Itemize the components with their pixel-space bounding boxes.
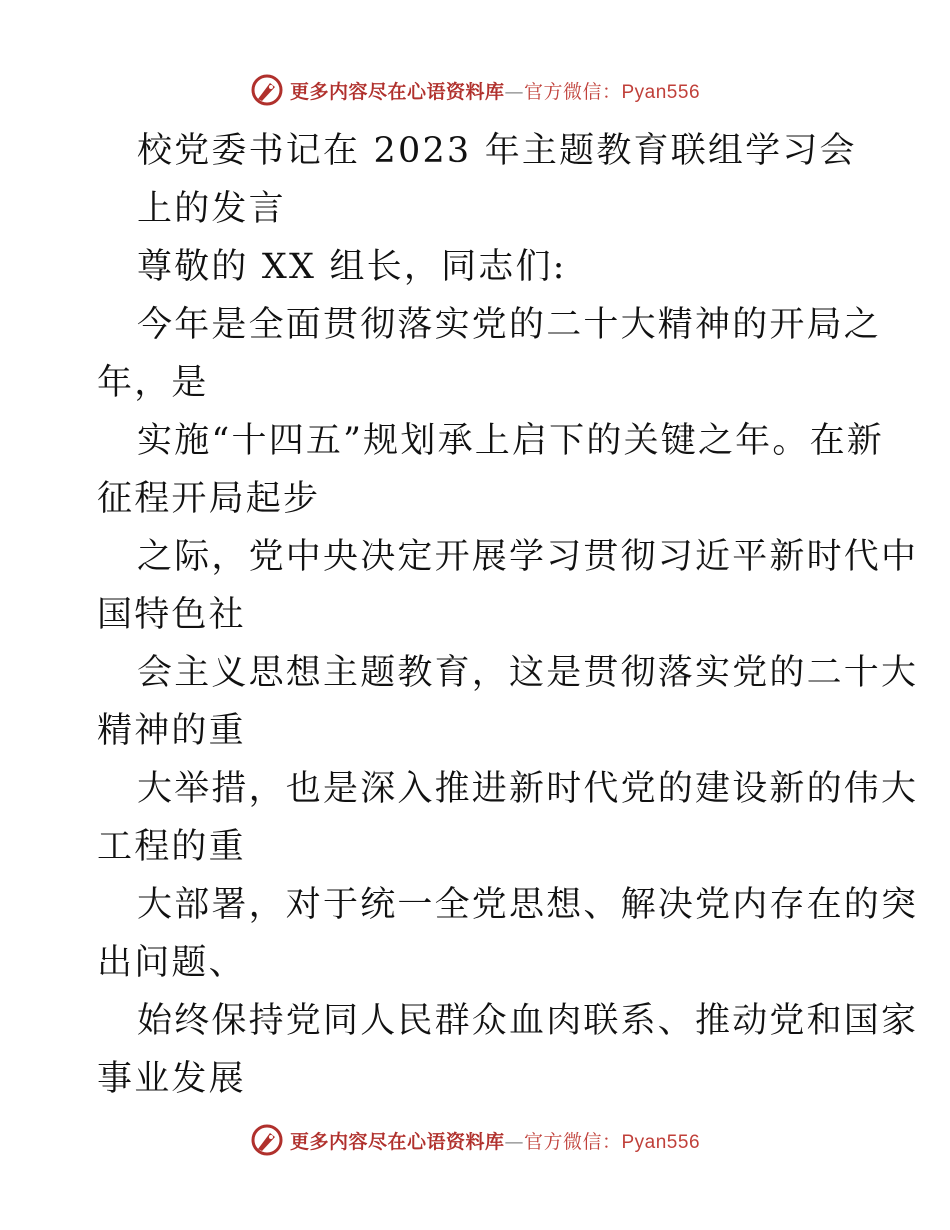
paragraph-line: 精神的重 bbox=[97, 711, 246, 751]
banner-contact-text: 官方微信：Pyan556 bbox=[524, 1131, 701, 1153]
paragraph-line: 会主义思想主题教育，这是贯彻落实党的二十大 bbox=[137, 653, 919, 693]
title-line-1: 校党委书记在 2023 年主题教育联组学习会 bbox=[137, 131, 857, 171]
paragraph-line: 今年是全面贯彻落实党的二十大精神的开局之 bbox=[137, 305, 882, 345]
pen-nib-logo-icon bbox=[250, 1123, 284, 1157]
paragraph-line: 工程的重 bbox=[97, 827, 246, 867]
pen-nib-logo-icon bbox=[250, 73, 284, 107]
title-line-2: 上的发言 bbox=[137, 189, 286, 229]
paragraph-line: 事业发展 bbox=[97, 1059, 246, 1099]
footer-banner bbox=[0, 1118, 950, 1162]
banner-text bbox=[290, 1127, 700, 1154]
paragraph-line: 出问题、 bbox=[97, 943, 246, 983]
paragraph-line: 征程开局起步 bbox=[97, 479, 321, 519]
paragraph-line: 始终保持党同人民群众血肉联系、推动党和国家 bbox=[137, 1001, 919, 1041]
paragraph-line: 年，是 bbox=[97, 363, 209, 403]
banner-separator: — bbox=[504, 80, 524, 103]
salutation-line: 尊敬的 XX 组长，同志们: bbox=[137, 247, 567, 287]
banner-main-text: 更多内容尽在心语资料库 bbox=[289, 1130, 505, 1153]
document-body bbox=[97, 122, 919, 1108]
paragraph-line: 之际，党中央决定开展学习贯彻习近平新时代中 bbox=[137, 537, 919, 577]
banner-text bbox=[290, 77, 700, 104]
header-banner bbox=[0, 68, 950, 112]
paragraph-line: 实施“十四五”规划承上启下的关键之年。在新 bbox=[137, 421, 884, 461]
banner-main-text: 更多内容尽在心语资料库 bbox=[289, 80, 505, 103]
banner-separator: — bbox=[504, 1130, 524, 1153]
banner-contact-text: 官方微信：Pyan556 bbox=[524, 81, 701, 103]
paragraph-line: 大部署，对于统一全党思想、解决党内存在的突 bbox=[137, 885, 919, 925]
paragraph-line: 国特色社 bbox=[97, 595, 246, 635]
paragraph-line: 大举措，也是深入推进新时代党的建设新的伟大 bbox=[137, 769, 919, 809]
